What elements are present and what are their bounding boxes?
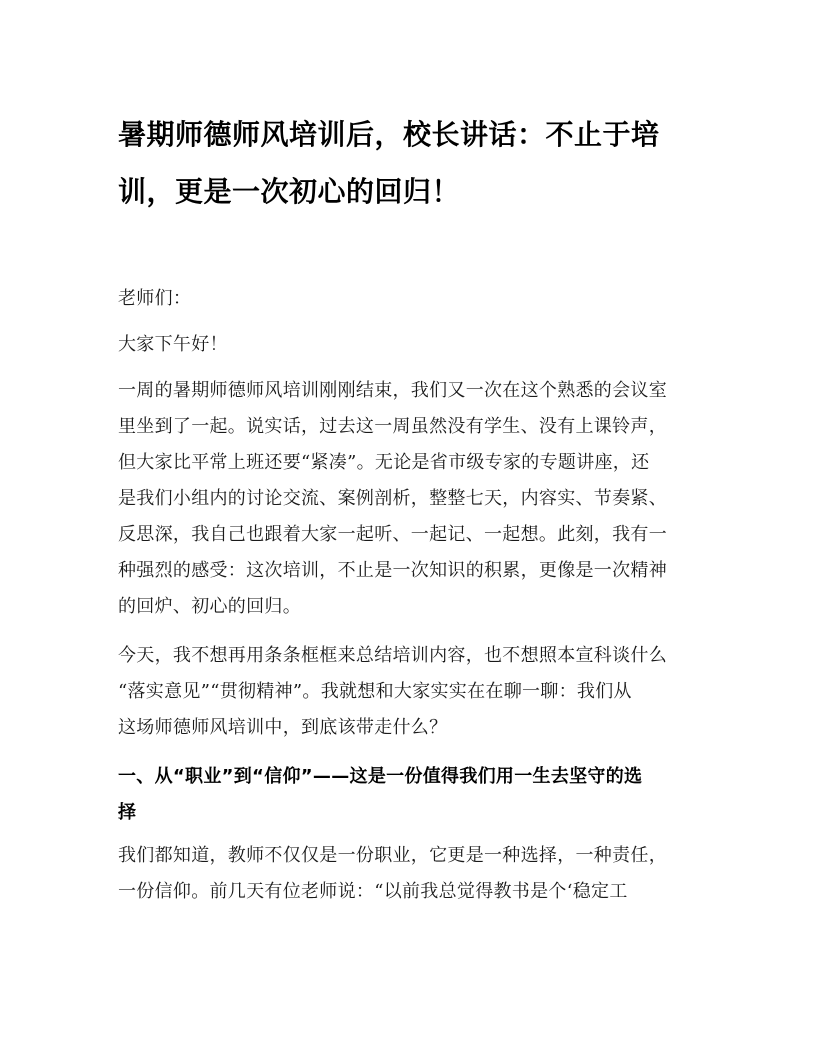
title-line-1: 暑期师德师风培训后，校长讲话：不止于培 bbox=[118, 118, 660, 151]
section-1-heading-line: 一、从“职业”到“信仰”——这是一份值得我们用一生去坚守的选 bbox=[118, 766, 643, 787]
title-line-2: 训，更是一次初心的回归！ bbox=[118, 175, 461, 208]
paragraph-1-line: 反思深，我自己也跟着大家一起听、一起记、一起想。此刻，我有一 bbox=[118, 524, 667, 545]
paragraph-1-line: 但大家比平常上班还要“紧凑”。无论是省市级专家的专题讲座，还 bbox=[118, 452, 650, 473]
paragraph-2-line: “落实意见”“贯彻精神”。我就想和大家实实在在聊一聊：我们从 bbox=[118, 681, 632, 702]
paragraph-3-line: 我们都知道，教师不仅仅是一份职业，它更是一种选择，一种责任， bbox=[118, 845, 667, 866]
salutation: 老师们： bbox=[118, 288, 192, 309]
paragraph-2 bbox=[118, 638, 694, 746]
greeting: 大家下午好！ bbox=[118, 334, 228, 355]
paragraph-1-line: 里坐到了一起。说实话，过去这一周虽然没有学生、没有上课铃声， bbox=[118, 416, 667, 437]
paragraph-1-line: 是我们小组内的讨论交流、案例剖析，整整七天，内容实、节奏紧、 bbox=[118, 488, 667, 509]
paragraph-1-line: 一周的暑期师德师风培训刚刚结束，我们又一次在这个熟悉的会议室 bbox=[118, 380, 667, 401]
paragraph-1-line: 的回炉、初心的回归。 bbox=[118, 596, 301, 617]
paragraph-3-line: 一份信仰。前几天有位老师说：“以前我总觉得教书是个‘稳定工 bbox=[118, 881, 628, 902]
section-1-heading bbox=[118, 759, 694, 831]
paragraph-3 bbox=[118, 838, 694, 910]
document-title bbox=[118, 106, 698, 220]
paragraph-2-line: 今天，我不想再用条条框框来总结培训内容，也不想照本宣科谈什么 bbox=[118, 645, 667, 666]
paragraph-2-line: 这场师德师风培训中，到底该带走什么？ bbox=[118, 717, 448, 738]
paragraph-1 bbox=[118, 373, 694, 625]
section-1-heading-line: 择 bbox=[118, 802, 137, 823]
paragraph-1-line: 种强烈的感受：这次培训，不止是一次知识的积累，更像是一次精神 bbox=[118, 560, 667, 581]
